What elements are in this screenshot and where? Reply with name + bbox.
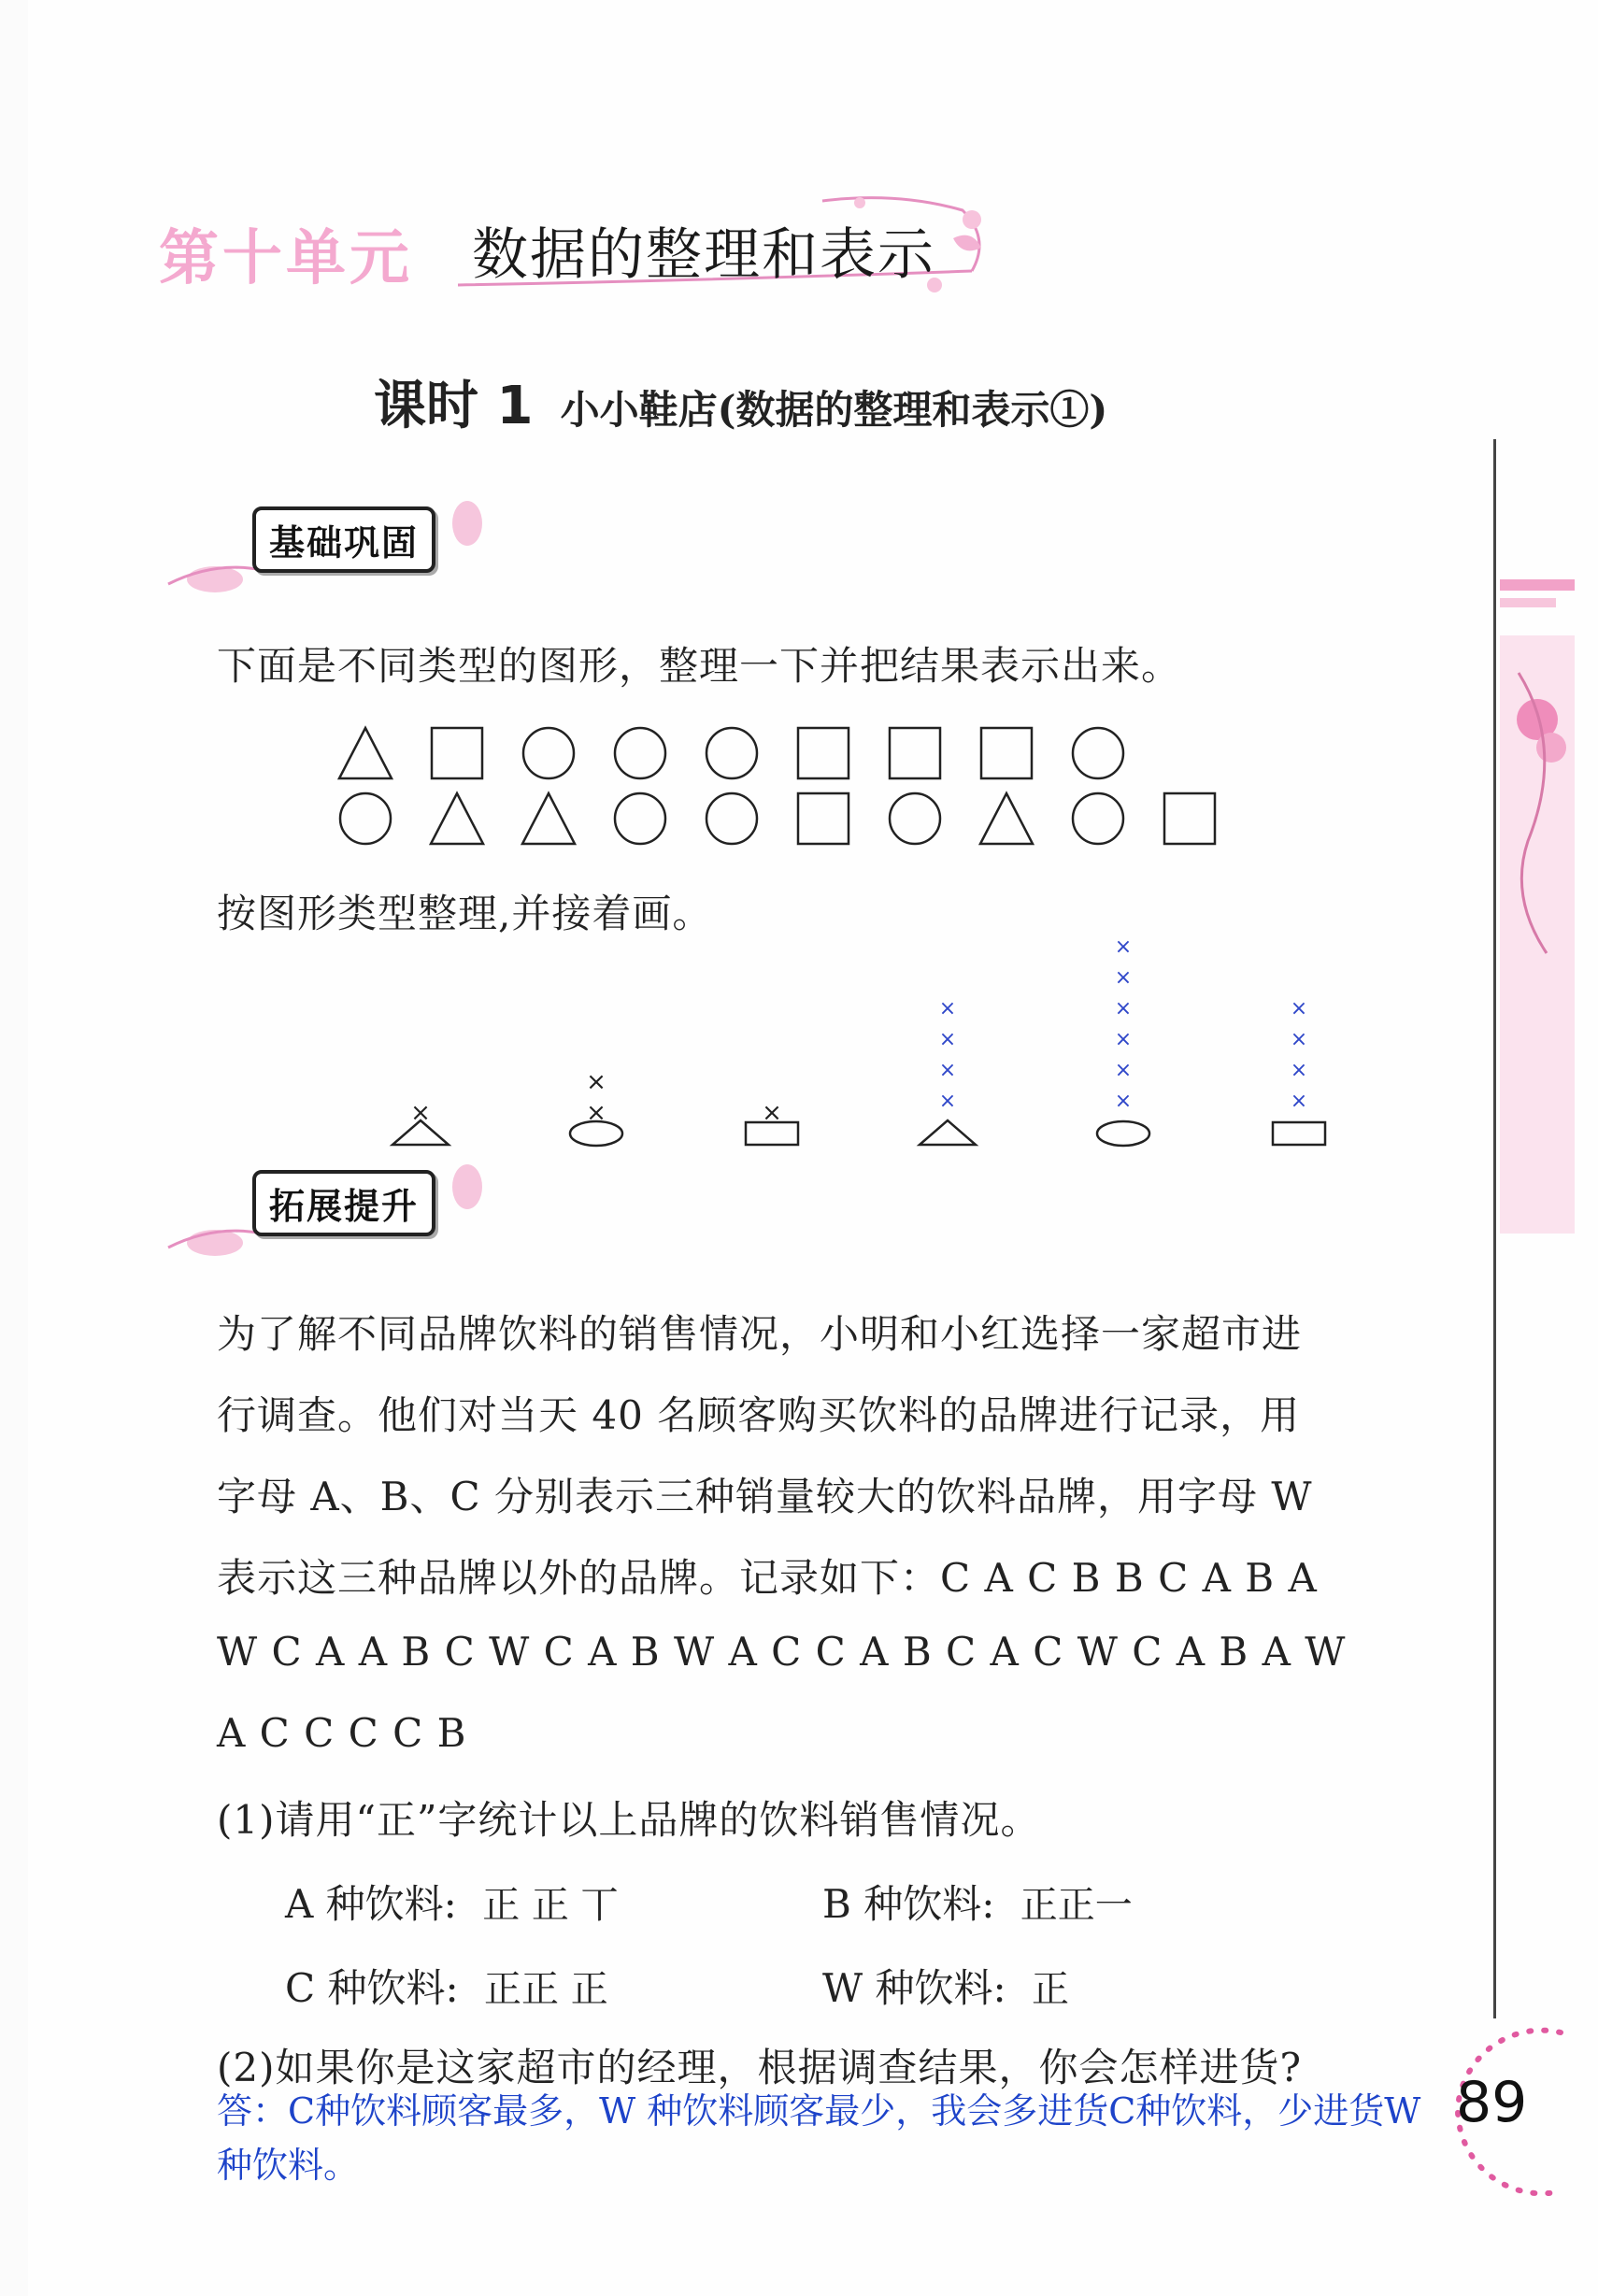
tally-x-mark: × bbox=[1114, 935, 1133, 959]
circle-icon bbox=[886, 790, 944, 848]
circle-icon bbox=[336, 790, 394, 848]
shape-row-2 bbox=[336, 790, 1252, 848]
tally-x-mark: × bbox=[1114, 1059, 1133, 1082]
tally-w bbox=[822, 1958, 1069, 2014]
tally-x-mark: × bbox=[1114, 966, 1133, 990]
tally-c-value: 正正 正 bbox=[484, 1968, 608, 2011]
page-number: 89 bbox=[1456, 2070, 1528, 2135]
tally-x-mark: × bbox=[938, 997, 957, 1020]
tally-b-value: 正正一 bbox=[1020, 1884, 1133, 1927]
sorted-shapes-svg bbox=[364, 934, 1327, 1159]
tally-w-label: W 种饮料: bbox=[822, 1965, 1006, 2011]
triangle-icon bbox=[428, 790, 486, 848]
circle-icon bbox=[1069, 790, 1127, 848]
sorted-shapes-drawing bbox=[364, 934, 1327, 1159]
tally-a-label: A 种饮料: bbox=[285, 1881, 457, 1927]
tally-x-mark: × bbox=[586, 1068, 606, 1096]
section-tag-extend bbox=[159, 1159, 495, 1262]
circle-icon bbox=[611, 724, 669, 782]
tally-x-mark: × bbox=[1114, 997, 1133, 1020]
square-icon bbox=[794, 724, 852, 782]
section-label-extend: 拓展提升 bbox=[252, 1170, 435, 1236]
unit-header bbox=[150, 182, 1028, 304]
tally-w-value: 正 bbox=[1032, 1968, 1070, 2011]
lesson-number: 课时 1 bbox=[374, 376, 534, 436]
paragraph-line: 字母 A、B、C 分别表示三种销量较大的饮料品牌，用字母 W bbox=[217, 1474, 1313, 1519]
circle-icon bbox=[611, 790, 669, 848]
unit-badge: 第十单元 bbox=[159, 224, 413, 293]
triangle-icon bbox=[336, 724, 394, 782]
tally-x-mark: × bbox=[938, 1059, 957, 1082]
tally-x-mark: × bbox=[410, 1099, 431, 1127]
sorted-square-base bbox=[1273, 1122, 1325, 1145]
paragraph-line: 表示这三种品牌以外的品牌。记录如下：C A C B B C A B A bbox=[217, 1555, 1318, 1601]
tally-b-label: B 种饮料: bbox=[822, 1881, 995, 1927]
circle-icon bbox=[703, 724, 761, 782]
paragraph-line: 为了解不同品牌饮料的销售情况，小明和小红选择一家超市进 bbox=[217, 1311, 1303, 1357]
tally-b bbox=[822, 1874, 1133, 1930]
square-icon bbox=[428, 724, 486, 782]
tally-a-value: 正 正 丅 bbox=[482, 1884, 619, 1927]
question-1: (1)请用“正”字统计以上品牌的饮料销售情况。 bbox=[217, 1797, 1041, 1843]
tally-x-mark: × bbox=[938, 1028, 957, 1051]
tally-x-mark: × bbox=[1290, 1028, 1308, 1051]
tally-c bbox=[285, 1958, 608, 2014]
triangle-icon bbox=[977, 790, 1035, 848]
square-icon bbox=[886, 724, 944, 782]
triangle-icon bbox=[520, 790, 578, 848]
question-2: (2)如果你是这家超市的经理，根据调查结果，你会怎样进货? bbox=[217, 2045, 1303, 2090]
section-label-basic: 基础巩固 bbox=[252, 506, 435, 573]
tally-x-mark: × bbox=[1114, 1028, 1133, 1051]
tally-x-mark: × bbox=[938, 1090, 957, 1113]
tally-x-mark: × bbox=[1114, 1090, 1133, 1113]
lesson-subtitle: 小小鞋店(数据的整理和表示①) bbox=[560, 387, 1108, 433]
sorted-circle-base bbox=[1097, 1121, 1149, 1146]
unit-title: 数据的整理和表示 bbox=[472, 222, 935, 288]
paragraph-line: 行调查。他们对当天 40 名顾客购买饮料的品牌进行记录，用 bbox=[217, 1392, 1301, 1438]
tally-x-mark: × bbox=[1290, 1059, 1308, 1082]
tally-x-mark: × bbox=[1290, 997, 1308, 1020]
circle-icon bbox=[1069, 724, 1127, 782]
circle-icon bbox=[703, 790, 761, 848]
paragraph-line: W C A A B C W C A B W A C C A B C A C W C A B A W bbox=[217, 1629, 1347, 1675]
lesson-title bbox=[374, 364, 1107, 439]
shape-row-1 bbox=[336, 724, 1161, 782]
section1-instruction: 下面是不同类型的图形，整理一下并把结果表示出来。 bbox=[217, 643, 1182, 689]
section-tag-basic bbox=[159, 495, 495, 598]
tally-c-label: C 种饮料: bbox=[285, 1965, 459, 2011]
square-icon bbox=[794, 790, 852, 848]
tally-a bbox=[285, 1874, 619, 1930]
sorted-triangle-base bbox=[920, 1120, 976, 1145]
square-icon bbox=[1161, 790, 1219, 848]
sort-instruction: 按图形类型整理,并接着画。 bbox=[217, 891, 713, 936]
answer-text: 答：C种饮料顾客最多，W 种饮料顾客最少，我会多进货C种饮料，少进货W 种饮料。 bbox=[217, 2090, 1421, 2186]
tally-x-mark: × bbox=[1290, 1090, 1308, 1113]
paragraph-line: A C C C C B bbox=[217, 1710, 467, 1756]
side-flower-decoration-icon bbox=[1500, 505, 1575, 1234]
tally-x-mark: × bbox=[762, 1099, 782, 1127]
margin-rule bbox=[1493, 439, 1496, 2018]
square-icon bbox=[977, 724, 1035, 782]
circle-icon bbox=[520, 724, 578, 782]
tally-x-mark: × bbox=[586, 1099, 606, 1127]
